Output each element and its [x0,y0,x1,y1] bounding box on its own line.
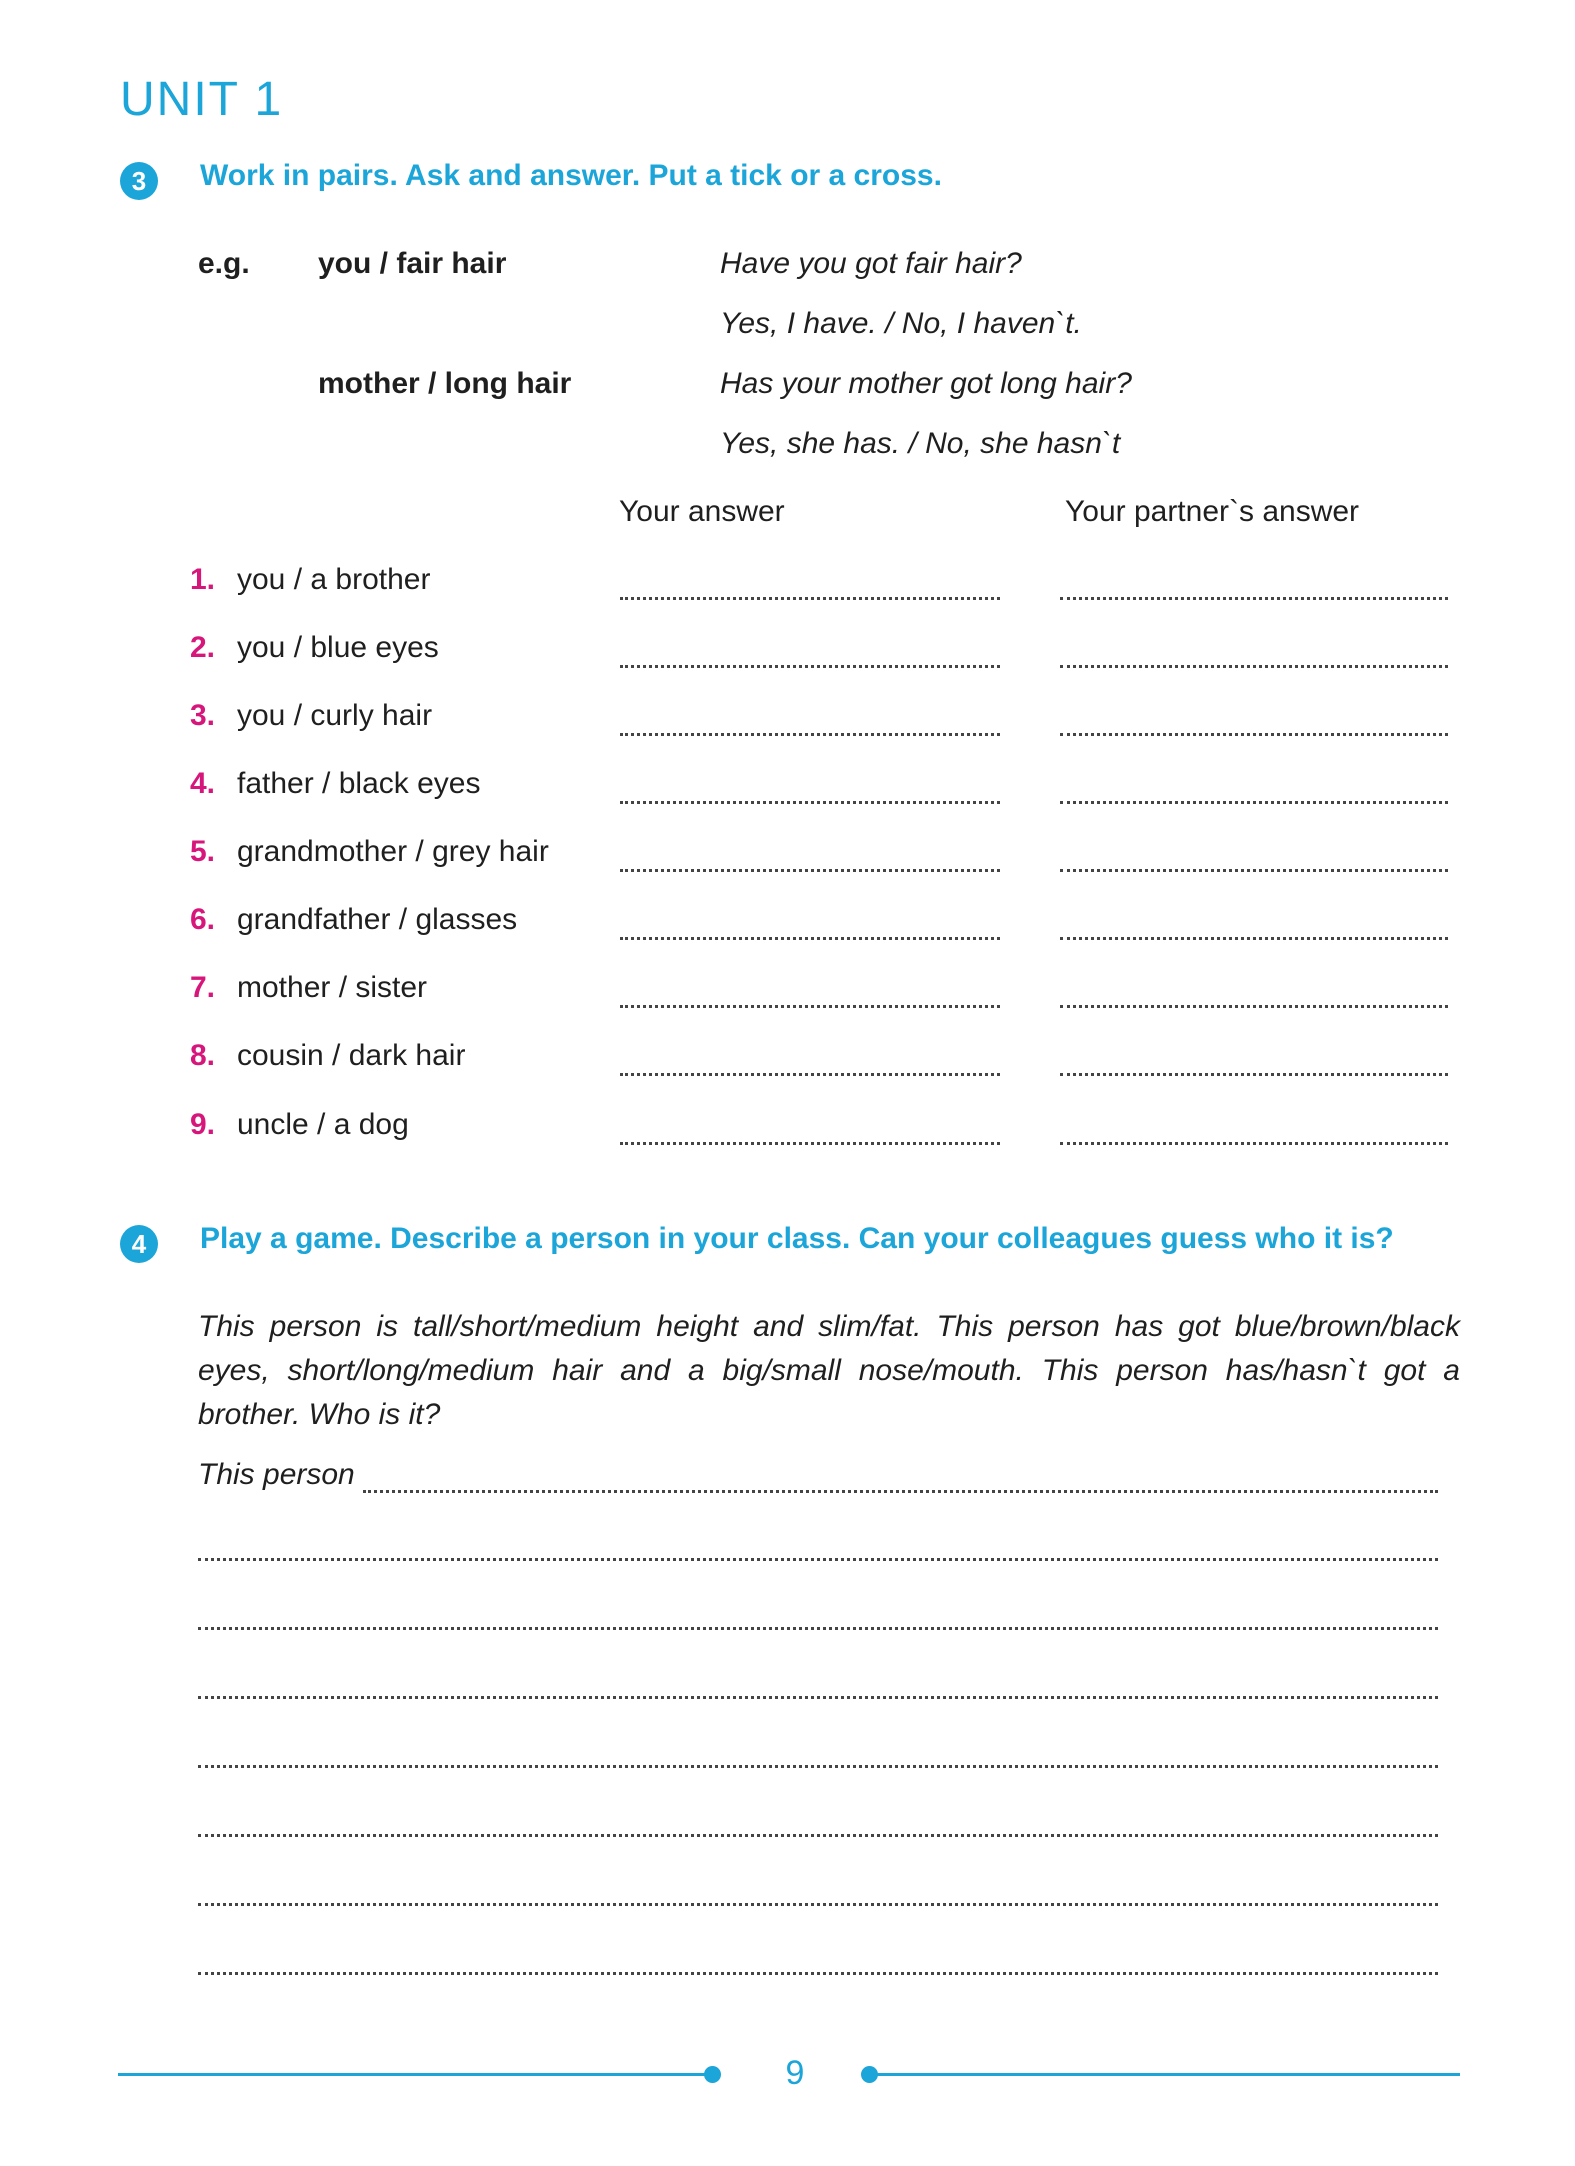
item-number: 9. [190,1108,216,1141]
item-prompt: grandmother / grey hair [237,835,549,868]
list-item [190,835,1460,875]
writing-line[interactable] [198,1617,1438,1630]
item-number: 1. [190,563,216,596]
writing-line[interactable] [198,1893,1438,1906]
lead-in-text: This person [198,1458,355,1491]
partner-answer-line[interactable] [1060,781,1448,804]
example-answer-2: Yes, she has. / No, she hasn`t [720,427,1121,460]
your-answer-line[interactable] [620,1122,1000,1145]
item-number: 4. [190,767,216,800]
your-answer-line[interactable] [620,645,1000,668]
item-prompt: you / blue eyes [237,631,439,664]
list-item [190,563,1460,603]
your-answer-line[interactable] [620,985,1000,1008]
list-item [190,1108,1460,1148]
writing-line[interactable] [198,1548,1438,1561]
example-question-1: Have you got fair hair? [720,247,1022,280]
writing-line[interactable] [198,1686,1438,1699]
list-item [190,699,1460,739]
your-answer-line[interactable] [620,849,1000,872]
example-question-2: Has your mother got long hair? [720,367,1132,400]
your-answer-line[interactable] [620,577,1000,600]
partner-answer-line[interactable] [1060,917,1448,940]
example-prompt-2: mother / long hair [318,367,572,400]
your-answer-line[interactable] [620,713,1000,736]
item-number: 8. [190,1039,216,1072]
item-prompt: uncle / a dog [237,1108,409,1141]
item-number: 2. [190,631,216,664]
item-number: 6. [190,903,216,936]
footer-rule-left [118,2073,713,2076]
list-item [190,903,1460,943]
unit-title: UNIT 1 [120,73,284,126]
item-prompt: father / black eyes [237,767,481,800]
list-item [190,971,1460,1011]
example-answer-1: Yes, I have. / No, I haven`t. [720,307,1082,340]
writing-line[interactable] [198,1824,1438,1837]
item-prompt: you / a brother [237,563,431,596]
example-prompt-1: you / fair hair [318,247,507,280]
partner-answer-line[interactable] [1060,849,1448,872]
partner-answer-line[interactable] [1060,577,1448,600]
your-answer-line[interactable] [620,917,1000,940]
item-number: 5. [190,835,216,868]
item-number: 7. [190,971,216,1004]
page-number: 9 [785,2054,805,2092]
exercise-3-header [120,159,942,200]
your-answer-line[interactable] [620,781,1000,804]
list-item [190,631,1460,671]
exercise-3-instruction: Work in pairs. Ask and answer. Put a tick or a cross. [200,159,942,192]
item-number: 3. [190,699,216,732]
partner-answer-line[interactable] [1060,1122,1448,1145]
exercise-number-badge: 3 [120,162,158,200]
item-prompt: grandfather / glasses [237,903,518,936]
exercise-4-header [120,1222,1394,1263]
column-header-partner-answer: Your partner`s answer [1065,495,1360,528]
writing-line[interactable] [198,1962,1438,1975]
partner-answer-line[interactable] [1060,713,1448,736]
example-label: e.g. [198,247,250,280]
writing-line[interactable] [363,1472,1438,1493]
column-header-your-answer: Your answer [619,495,785,528]
exercise-number-badge: 4 [120,1225,158,1263]
footer-rule-right [870,2073,1460,2076]
item-prompt: mother / sister [237,971,428,1004]
item-prompt: you / curly hair [237,699,433,732]
exercise-4-instruction: Play a game. Describe a person in your class. Can your colleagues guess who it is? [200,1222,1394,1255]
partner-answer-line[interactable] [1060,1053,1448,1076]
your-answer-line[interactable] [620,1053,1000,1076]
model-paragraph: This person is tall/short/medium height and slim/fat. This person has got blue/brown/black eyes, short/long/medium hair and a big/small nose/mouth. This person has/hasn`t got a brother. Who is it? [198,1310,1460,1431]
list-item [190,1039,1460,1079]
writing-line[interactable] [198,1755,1438,1768]
writing-line-first [198,1458,1438,1502]
partner-answer-line[interactable] [1060,985,1448,1008]
item-prompt: cousin / dark hair [237,1039,466,1072]
footer-dot-left [704,2066,721,2083]
list-item [190,767,1460,807]
partner-answer-line[interactable] [1060,645,1448,668]
